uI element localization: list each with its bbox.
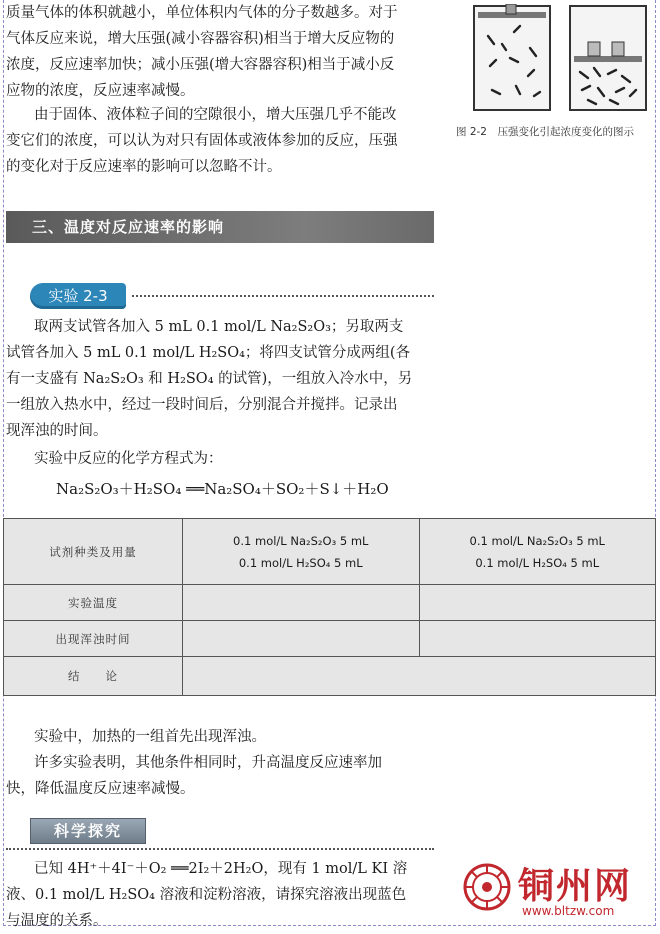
reagent-line: 0.1 mol/L Na₂S₂O₃ 5 mL — [233, 533, 369, 548]
text-line: 实验中，加热的一组首先出现浑浊。 — [34, 729, 266, 745]
text-line: 质量气体的体积就越小，单位体积内气体的分子数越多。对于 — [6, 5, 398, 21]
paragraph-conclusion — [6, 724, 438, 802]
reagent-line: 0.1 mol/L H₂SO₄ 5 mL — [238, 555, 363, 570]
text-line: 由于固体、液体粒子间的空隙很小，增大压强几乎不能改 — [34, 107, 397, 123]
science-inquiry-label: 科学探究 — [30, 818, 146, 844]
text-line: 许多实验表明，其他条件相同时，升高温度反应速率加 — [34, 755, 382, 771]
text-line: 应物的浓度，反应速率减慢。 — [6, 83, 195, 99]
paragraph-pressure — [6, 0, 438, 104]
paragraph-solids — [6, 102, 438, 180]
text-line: 一组放入热水中，经过一段时间后，分别混合并搅拌。记录出 — [6, 397, 398, 413]
experiment-table — [3, 518, 656, 696]
text-line: 浓度，反应速率加快；减小压强(增大容器容积)相当于减小反 — [6, 57, 395, 73]
cylinder-left — [474, 4, 550, 110]
text-line: 的变化对于反应速率的影响可以忽略不计。 — [6, 159, 282, 175]
table-cell — [419, 621, 656, 657]
text-line: 现浑浊的时间。 — [6, 423, 108, 439]
text-line: 气体反应来说，增大压强(减小容器容积)相当于增大反应物的 — [6, 31, 395, 47]
cylinder-right — [570, 6, 646, 110]
text-line: 液、0.1 mol/L H₂SO₄ 溶液和淀粉溶液，请探究溶液出现蓝色 — [6, 887, 407, 903]
paragraph-experiment — [6, 314, 438, 472]
table-cell — [419, 585, 656, 621]
row-header: 试剂种类及用量 — [4, 519, 183, 585]
text-line: 有一支盛有 Na₂S₂O₃ 和 H₂SO₄ 的试管)，一组放入冷水中，另 — [6, 371, 413, 387]
table-cell — [183, 621, 420, 657]
text-line: 与温度的关系。 — [6, 913, 108, 929]
table-row — [4, 585, 656, 621]
text-line: 快，降低温度反应速率减慢。 — [6, 781, 195, 797]
experiment-label: 实验 2-3 — [30, 283, 126, 309]
chemical-equation: Na₂S₂O₃＋H₂SO₄ ══Na₂SO₄＋SO₂＋S↓＋H₂O — [56, 480, 389, 498]
site-url: www.bltzw.com — [522, 904, 615, 918]
table-row — [4, 621, 656, 657]
reagent-line: 0.1 mol/L H₂SO₄ 5 mL — [475, 555, 600, 570]
table-row — [4, 657, 656, 696]
section-heading: 三、温度对反应速率的影响 — [6, 211, 434, 243]
reagent-line: 0.1 mol/L Na₂S₂O₃ 5 mL — [469, 533, 605, 548]
table-cell — [419, 519, 656, 585]
table-cell — [183, 519, 420, 585]
text-line: 变它们的浓度，可以认为对只有固体或液体参加的反应，压强 — [6, 133, 398, 149]
text-line: 取两支试管各加入 5 mL 0.1 mol/L Na₂S₂O₃；另取两支 — [34, 319, 404, 335]
text-line: 试管各加入 5 mL 0.1 mol/L H₂SO₄；将四支试管分成两组(各 — [6, 345, 411, 361]
pressure-figure — [470, 4, 650, 114]
equation-intro: 实验中反应的化学方程式为： — [34, 451, 223, 467]
site-name: 铜州网 — [518, 866, 633, 907]
table-row — [4, 519, 656, 585]
text-line: 已知 4H⁺＋4I⁻＋O₂ ══2I₂＋2H₂O，现有 1 mol/L KI 溶 — [34, 861, 408, 877]
paragraph-inquiry — [6, 856, 438, 934]
row-header: 实验温度 — [4, 585, 183, 621]
site-watermark — [462, 858, 658, 924]
seal-icon — [462, 862, 512, 912]
table-cell — [183, 657, 656, 696]
row-header: 结 论 — [4, 657, 183, 696]
table-cell — [183, 585, 420, 621]
figure-caption: 图 2-2 压强变化引起浓度变化的图示 — [456, 126, 634, 138]
row-header: 出现浑浊时间 — [4, 621, 183, 657]
dotted-divider — [132, 295, 434, 297]
dotted-divider — [6, 848, 434, 850]
